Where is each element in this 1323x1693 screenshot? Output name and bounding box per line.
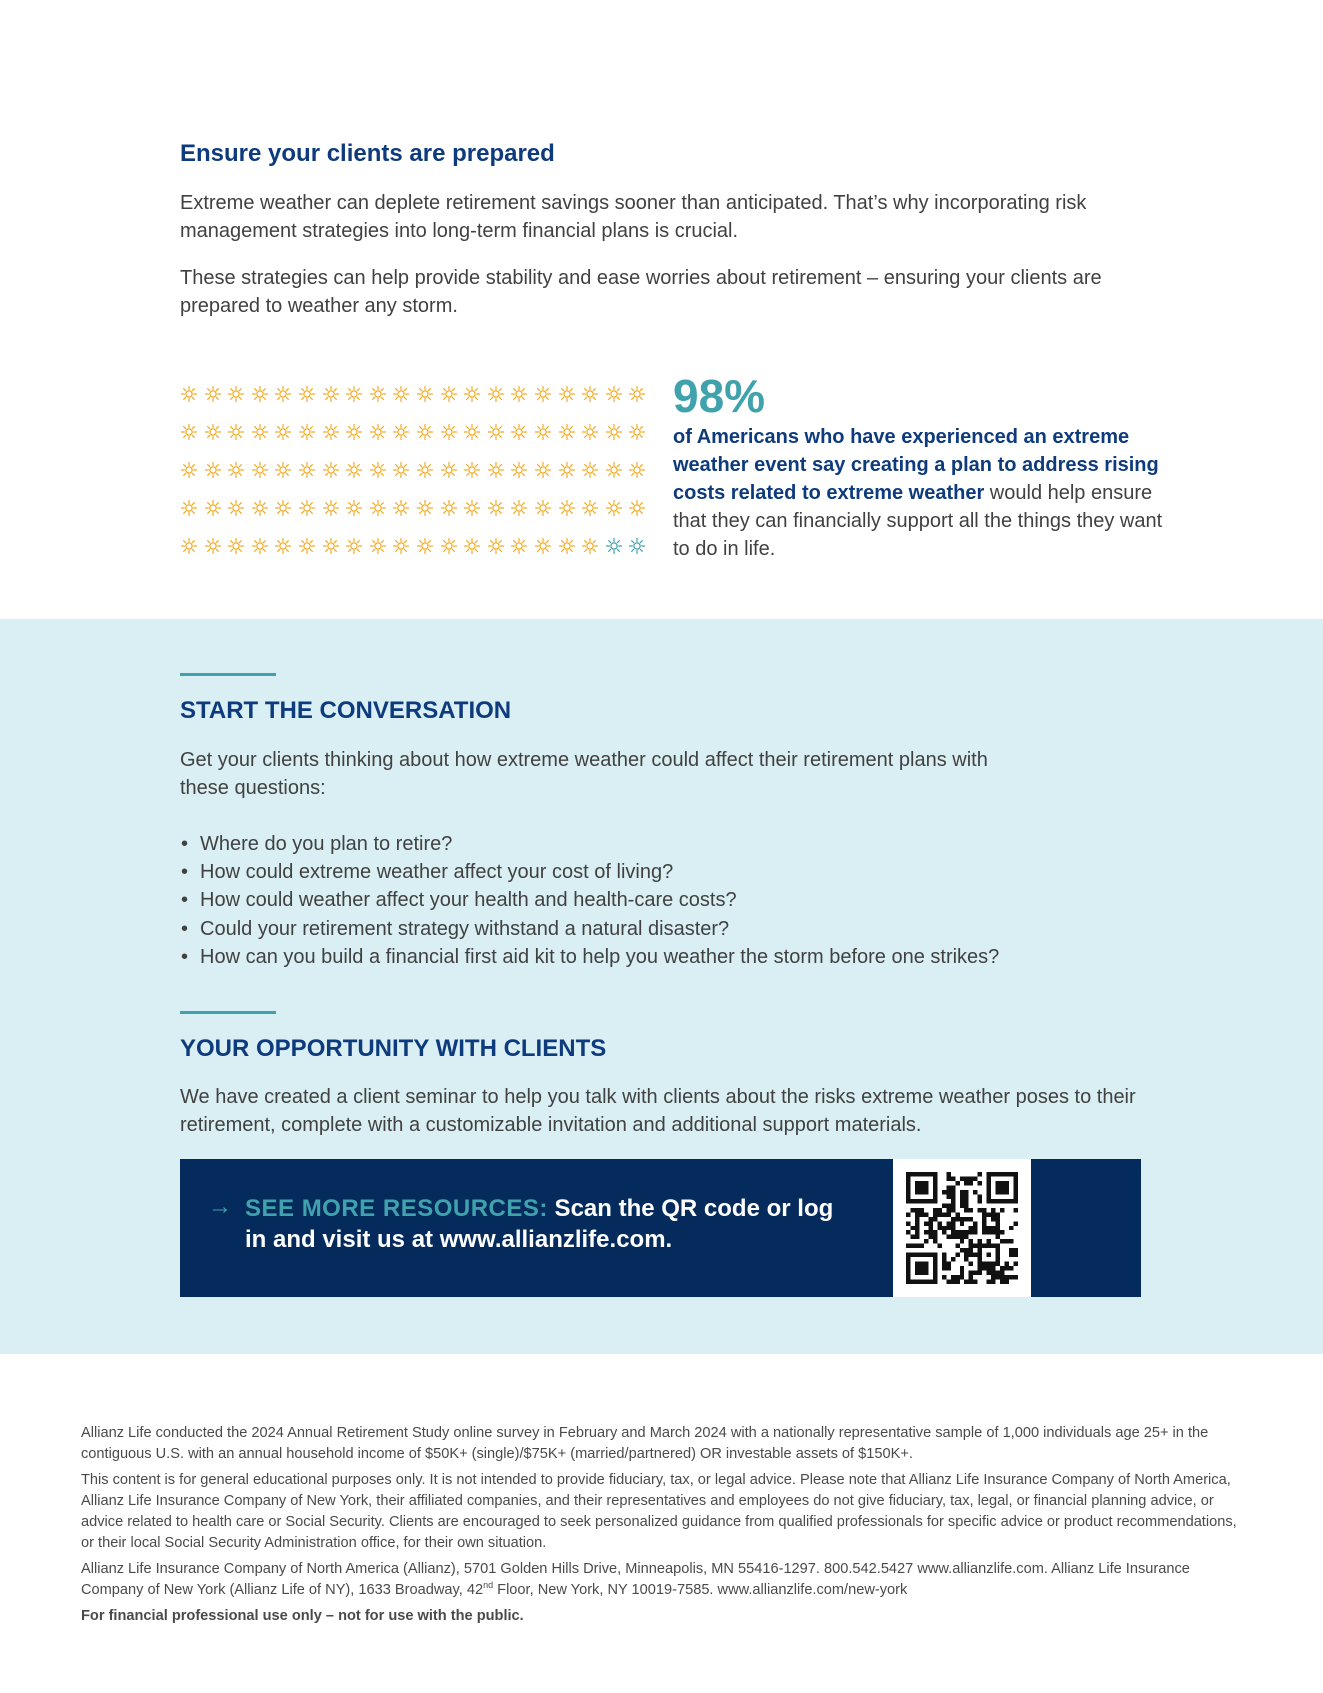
- sun-icon: [345, 385, 363, 403]
- sun-icon: [322, 385, 340, 403]
- sun-icon: [534, 385, 552, 403]
- sun-icon: [534, 461, 552, 479]
- sun-icon: [605, 499, 623, 517]
- sun-icon: [298, 537, 316, 555]
- sun-icon: [463, 461, 481, 479]
- sun-icon: [440, 461, 458, 479]
- sun-icon-row: [180, 413, 650, 451]
- sun-icon: [416, 385, 434, 403]
- list-item: • Could your retirement strategy withstand a natural disaster?: [180, 915, 1180, 943]
- sun-icon: [180, 499, 198, 517]
- sun-icon: [274, 423, 292, 441]
- list-item: • How could weather affect your health and health-care costs?: [180, 886, 1180, 914]
- sun-icon: [605, 461, 623, 479]
- conversation-intro: Get your clients thinking about how extreme weather could affect their retirement plans with these questions:: [180, 749, 988, 799]
- sun-icon: [440, 537, 458, 555]
- sun-icon: [581, 461, 599, 479]
- sun-icon: [510, 461, 528, 479]
- sun-icon: [369, 385, 387, 403]
- sun-icon: [227, 423, 245, 441]
- intro-heading: Ensure your clients are prepared: [180, 140, 555, 167]
- sun-icon: [628, 537, 646, 555]
- sun-icon: [369, 461, 387, 479]
- arrow-right-icon: →: [208, 1193, 232, 1220]
- sun-icon: [322, 461, 340, 479]
- sun-icon: [605, 537, 623, 555]
- sun-icon: [345, 499, 363, 517]
- sun-icon: [463, 537, 481, 555]
- sun-icon: [369, 499, 387, 517]
- sun-icon: [581, 537, 599, 555]
- list-item: • How can you build a financial first aid kit to help you weather the storm before one strikes?: [180, 943, 1180, 971]
- resources-text[interactable]: [245, 1193, 845, 1255]
- sun-icon: [251, 385, 269, 403]
- sun-icon: [369, 537, 387, 555]
- section-divider: [180, 673, 276, 676]
- sun-icon: [204, 461, 222, 479]
- statistic-percent: 98%: [673, 370, 766, 422]
- sun-icon: [369, 423, 387, 441]
- question-list: [180, 830, 1180, 971]
- disclosure-paragraph: [81, 1559, 1246, 1601]
- resources-link-text: Scan the QR code or log in and visit us at www.allianzlife.com.: [245, 1195, 834, 1253]
- sun-icon: [392, 461, 410, 479]
- sun-icon: [227, 537, 245, 555]
- sun-icon: [274, 461, 292, 479]
- opportunity-text: We have created a client seminar to help you talk with clients about the risks extreme weather poses to their retirement, complete with a customizable invitation and additional support materials.: [180, 1086, 1136, 1136]
- statistic-rest-text: would help ensure that they can financially support all the things they want to do in life.: [673, 482, 1163, 560]
- sun-icon: [487, 537, 505, 555]
- list-item: • Where do you plan to retire?: [180, 830, 1180, 858]
- resources-banner[interactable]: [180, 1159, 1141, 1297]
- sun-icon-grid: [180, 375, 650, 565]
- sun-icon: [322, 423, 340, 441]
- sun-icon-row: [180, 375, 650, 413]
- sun-icon: [298, 385, 316, 403]
- sun-icon: [487, 461, 505, 479]
- sun-icon: [227, 385, 245, 403]
- sun-icon: [581, 385, 599, 403]
- sun-icon: [628, 461, 646, 479]
- sun-icon: [463, 385, 481, 403]
- sun-icon: [558, 537, 576, 555]
- sun-icon: [558, 385, 576, 403]
- sun-icon: [534, 499, 552, 517]
- sun-icon: [298, 499, 316, 517]
- sun-icon: [251, 499, 269, 517]
- sun-icon: [274, 385, 292, 403]
- intro-paragraph: Extreme weather can deplete retirement savings sooner than anticipated. That’s why incorporating risk management strategies into long-term financial plans is crucial.: [180, 192, 1087, 242]
- sun-icon: [416, 537, 434, 555]
- sun-icon: [204, 423, 222, 441]
- intro-paragraph: These strategies can help provide stability and ease worries about retirement – ensuring your clients are prepared to weather any storm.: [180, 267, 1102, 317]
- sun-icon: [180, 385, 198, 403]
- footer-disclosures: [81, 1423, 1246, 1632]
- sun-icon: [180, 461, 198, 479]
- sun-icon: [392, 385, 410, 403]
- sun-icon: [440, 499, 458, 517]
- statistic-block: [180, 370, 1180, 565]
- resources-accent: SEE MORE RESOURCES:: [245, 1195, 548, 1222]
- section-divider: [180, 1011, 276, 1014]
- qr-code-graphic: [906, 1172, 1018, 1284]
- sun-icon: [392, 423, 410, 441]
- sun-icon: [204, 385, 222, 403]
- address-text: Allianz Life Insurance Company of North America (Allianz), 5701 Golden Hills Drive, Minneapolis, MN 55416-1297. 800.542.5427 www.allianzlife.com. Allianz Life Insurance Company of New York (Allianz Life of NY), 1633 Broadway, 42: [81, 1561, 1190, 1598]
- sun-icon: [440, 385, 458, 403]
- qr-code-icon[interactable]: [893, 1159, 1031, 1297]
- sun-icon: [345, 537, 363, 555]
- sun-icon: [251, 537, 269, 555]
- sun-icon: [487, 385, 505, 403]
- sun-icon: [558, 423, 576, 441]
- sun-icon: [416, 499, 434, 517]
- sun-icon: [392, 537, 410, 555]
- sun-icon: [227, 499, 245, 517]
- sun-icon: [510, 385, 528, 403]
- sun-icon-row: [180, 489, 650, 527]
- sun-icon: [463, 499, 481, 517]
- sun-icon: [628, 385, 646, 403]
- sun-icon: [204, 499, 222, 517]
- sun-icon: [298, 423, 316, 441]
- sun-icon: [534, 537, 552, 555]
- sun-icon: [180, 423, 198, 441]
- list-item: • How could extreme weather affect your cost of living?: [180, 858, 1180, 886]
- disclosure-paragraph: This content is for general educational purposes only. It is not intended to provide fiduciary, tax, or legal advice. Please note that Allianz Life Insurance Company of North America, Allianz Life Insurance Company of New York, their affiliated companies, and their representatives and employees do not give fiduciary, tax, legal, or financial planning advice, or advice related to health care or Social Security. Clients are encouraged to seek personalized guidance from qualified professionals for specific advice or product recommendations, or their local Social Security Administration office, for their own situation.: [81, 1472, 1237, 1551]
- sun-icon: [510, 537, 528, 555]
- sun-icon: [581, 423, 599, 441]
- sun-icon: [274, 499, 292, 517]
- sun-icon: [558, 461, 576, 479]
- sun-icon: [180, 537, 198, 555]
- sun-icon: [322, 499, 340, 517]
- sun-icon-row: [180, 527, 650, 565]
- sun-icon: [605, 385, 623, 403]
- sun-icon: [510, 499, 528, 517]
- sun-icon: [558, 499, 576, 517]
- statistic-text: [673, 371, 1173, 563]
- sun-icon: [510, 423, 528, 441]
- ordinal-suffix: nd: [483, 1580, 494, 1591]
- sun-icon: [487, 423, 505, 441]
- sun-icon: [251, 423, 269, 441]
- sun-icon: [298, 461, 316, 479]
- sun-icon: [534, 423, 552, 441]
- sun-icon: [322, 537, 340, 555]
- sun-icon: [416, 461, 434, 479]
- sun-icon: [487, 499, 505, 517]
- intro-section: [180, 140, 1140, 320]
- sun-icon-row: [180, 451, 650, 489]
- sun-icon: [628, 423, 646, 441]
- statistic-description: [673, 423, 1173, 563]
- sun-icon: [463, 423, 481, 441]
- sun-icon: [416, 423, 434, 441]
- opportunity-title: YOUR OPPORTUNITY WITH CLIENTS: [180, 1035, 607, 1062]
- sun-icon: [227, 461, 245, 479]
- sun-icon: [581, 499, 599, 517]
- professional-use-notice: For financial professional use only – not for use with the public.: [81, 1608, 524, 1624]
- sun-icon: [605, 423, 623, 441]
- sun-icon: [628, 499, 646, 517]
- sun-icon: [392, 499, 410, 517]
- sun-icon: [274, 537, 292, 555]
- address-text: Floor, New York, NY 10019-7585. www.allianzlife.com/new-york: [493, 1582, 908, 1598]
- sun-icon: [251, 461, 269, 479]
- conversation-title: START THE CONVERSATION: [180, 697, 512, 724]
- statistic-bold-text: of Americans who have experienced an extreme weather event say creating a plan to address rising costs related to extreme weather: [673, 426, 1159, 504]
- sun-icon: [204, 537, 222, 555]
- sun-icon: [345, 423, 363, 441]
- disclosure-paragraph: Allianz Life conducted the 2024 Annual Retirement Study online survey in February and March 2024 with a nationally representative sample of 1,000 individuals age 25+ in the contiguous U.S. with an annual household income of $50K+ (single)/$75K+ (married/partnered) OR investable assets of $150K+.: [81, 1425, 1209, 1462]
- sun-icon: [440, 423, 458, 441]
- sun-icon: [345, 461, 363, 479]
